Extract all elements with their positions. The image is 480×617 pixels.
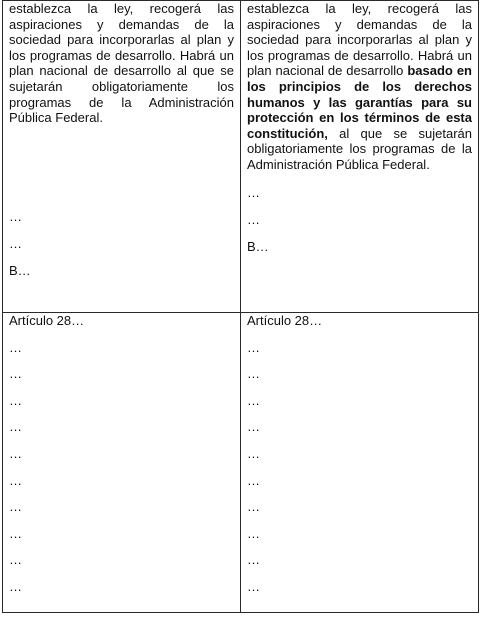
- paragraph-b-label: B…: [9, 262, 31, 278]
- ellipsis-line: …: [9, 366, 22, 382]
- ellipsis-line: …: [247, 552, 260, 568]
- right-paragraph-end: al que se sujetarán obligatoriamente los programas de la Administración Pública Federal.: [247, 125, 472, 172]
- ellipsis-line: …: [247, 366, 260, 382]
- ellipsis-line: …: [9, 208, 22, 224]
- spacer: [247, 173, 472, 185]
- table-row: [3, 1, 479, 313]
- left-paragraph: establezca la ley, recogerá las aspiraciones y demandas de la sociedad para incorporarlas al plan y los programas de desarrollo. Habrá un plan nacional de desarrollo al que se sujetarán obligatoriamente los programas de la Administración Pública Federal.: [9, 1, 234, 126]
- ellipsis-line: …: [9, 552, 22, 568]
- left-cell-article-28: [3, 313, 241, 613]
- left-cell-current-text: [3, 1, 241, 313]
- right-paragraph-start: establezca la ley, recogerá las aspiraciones y demandas de la sociedad para incorporarlas al plan y los programas de desarrollo. Habrá un plan nacional de desarrollo: [247, 1, 472, 79]
- right-cell-proposed-text: [241, 1, 479, 313]
- right-cell-article-28: [241, 313, 479, 613]
- article-heading: Artículo 28…: [9, 313, 85, 328]
- ellipsis-line: …: [247, 472, 260, 488]
- ellipsis-line: …: [247, 392, 260, 408]
- ellipsis-line: …: [9, 392, 22, 408]
- ellipsis-line: …: [9, 235, 22, 251]
- comparison-table: [2, 0, 479, 613]
- ellipsis-line: …: [247, 184, 260, 200]
- ellipsis-line: …: [9, 339, 22, 355]
- ellipsis-line: …: [247, 499, 260, 515]
- ellipsis-line: …: [247, 445, 260, 461]
- article-heading: Artículo 28…: [247, 313, 323, 328]
- right-paragraph-bold-insert: basado en los principios de los derechos humanos y las garantías para su protección en los términos de esta constitución,: [247, 63, 472, 141]
- ellipsis-line: …: [9, 472, 22, 488]
- ellipsis-line: …: [247, 419, 260, 435]
- right-paragraph: [247, 1, 472, 173]
- ellipsis-line: …: [247, 211, 260, 227]
- ellipsis-line: …: [9, 525, 22, 541]
- ellipsis-line: …: [247, 578, 260, 594]
- ellipsis-line: …: [247, 339, 260, 355]
- table-row: [3, 313, 479, 613]
- ellipsis-line: …: [247, 525, 260, 541]
- ellipsis-line: …: [9, 419, 22, 435]
- ellipsis-line: …: [9, 445, 22, 461]
- ellipsis-line: …: [9, 578, 22, 594]
- spacer: [9, 126, 234, 209]
- ellipsis-line: …: [9, 499, 22, 515]
- paragraph-b-label: B…: [247, 238, 269, 254]
